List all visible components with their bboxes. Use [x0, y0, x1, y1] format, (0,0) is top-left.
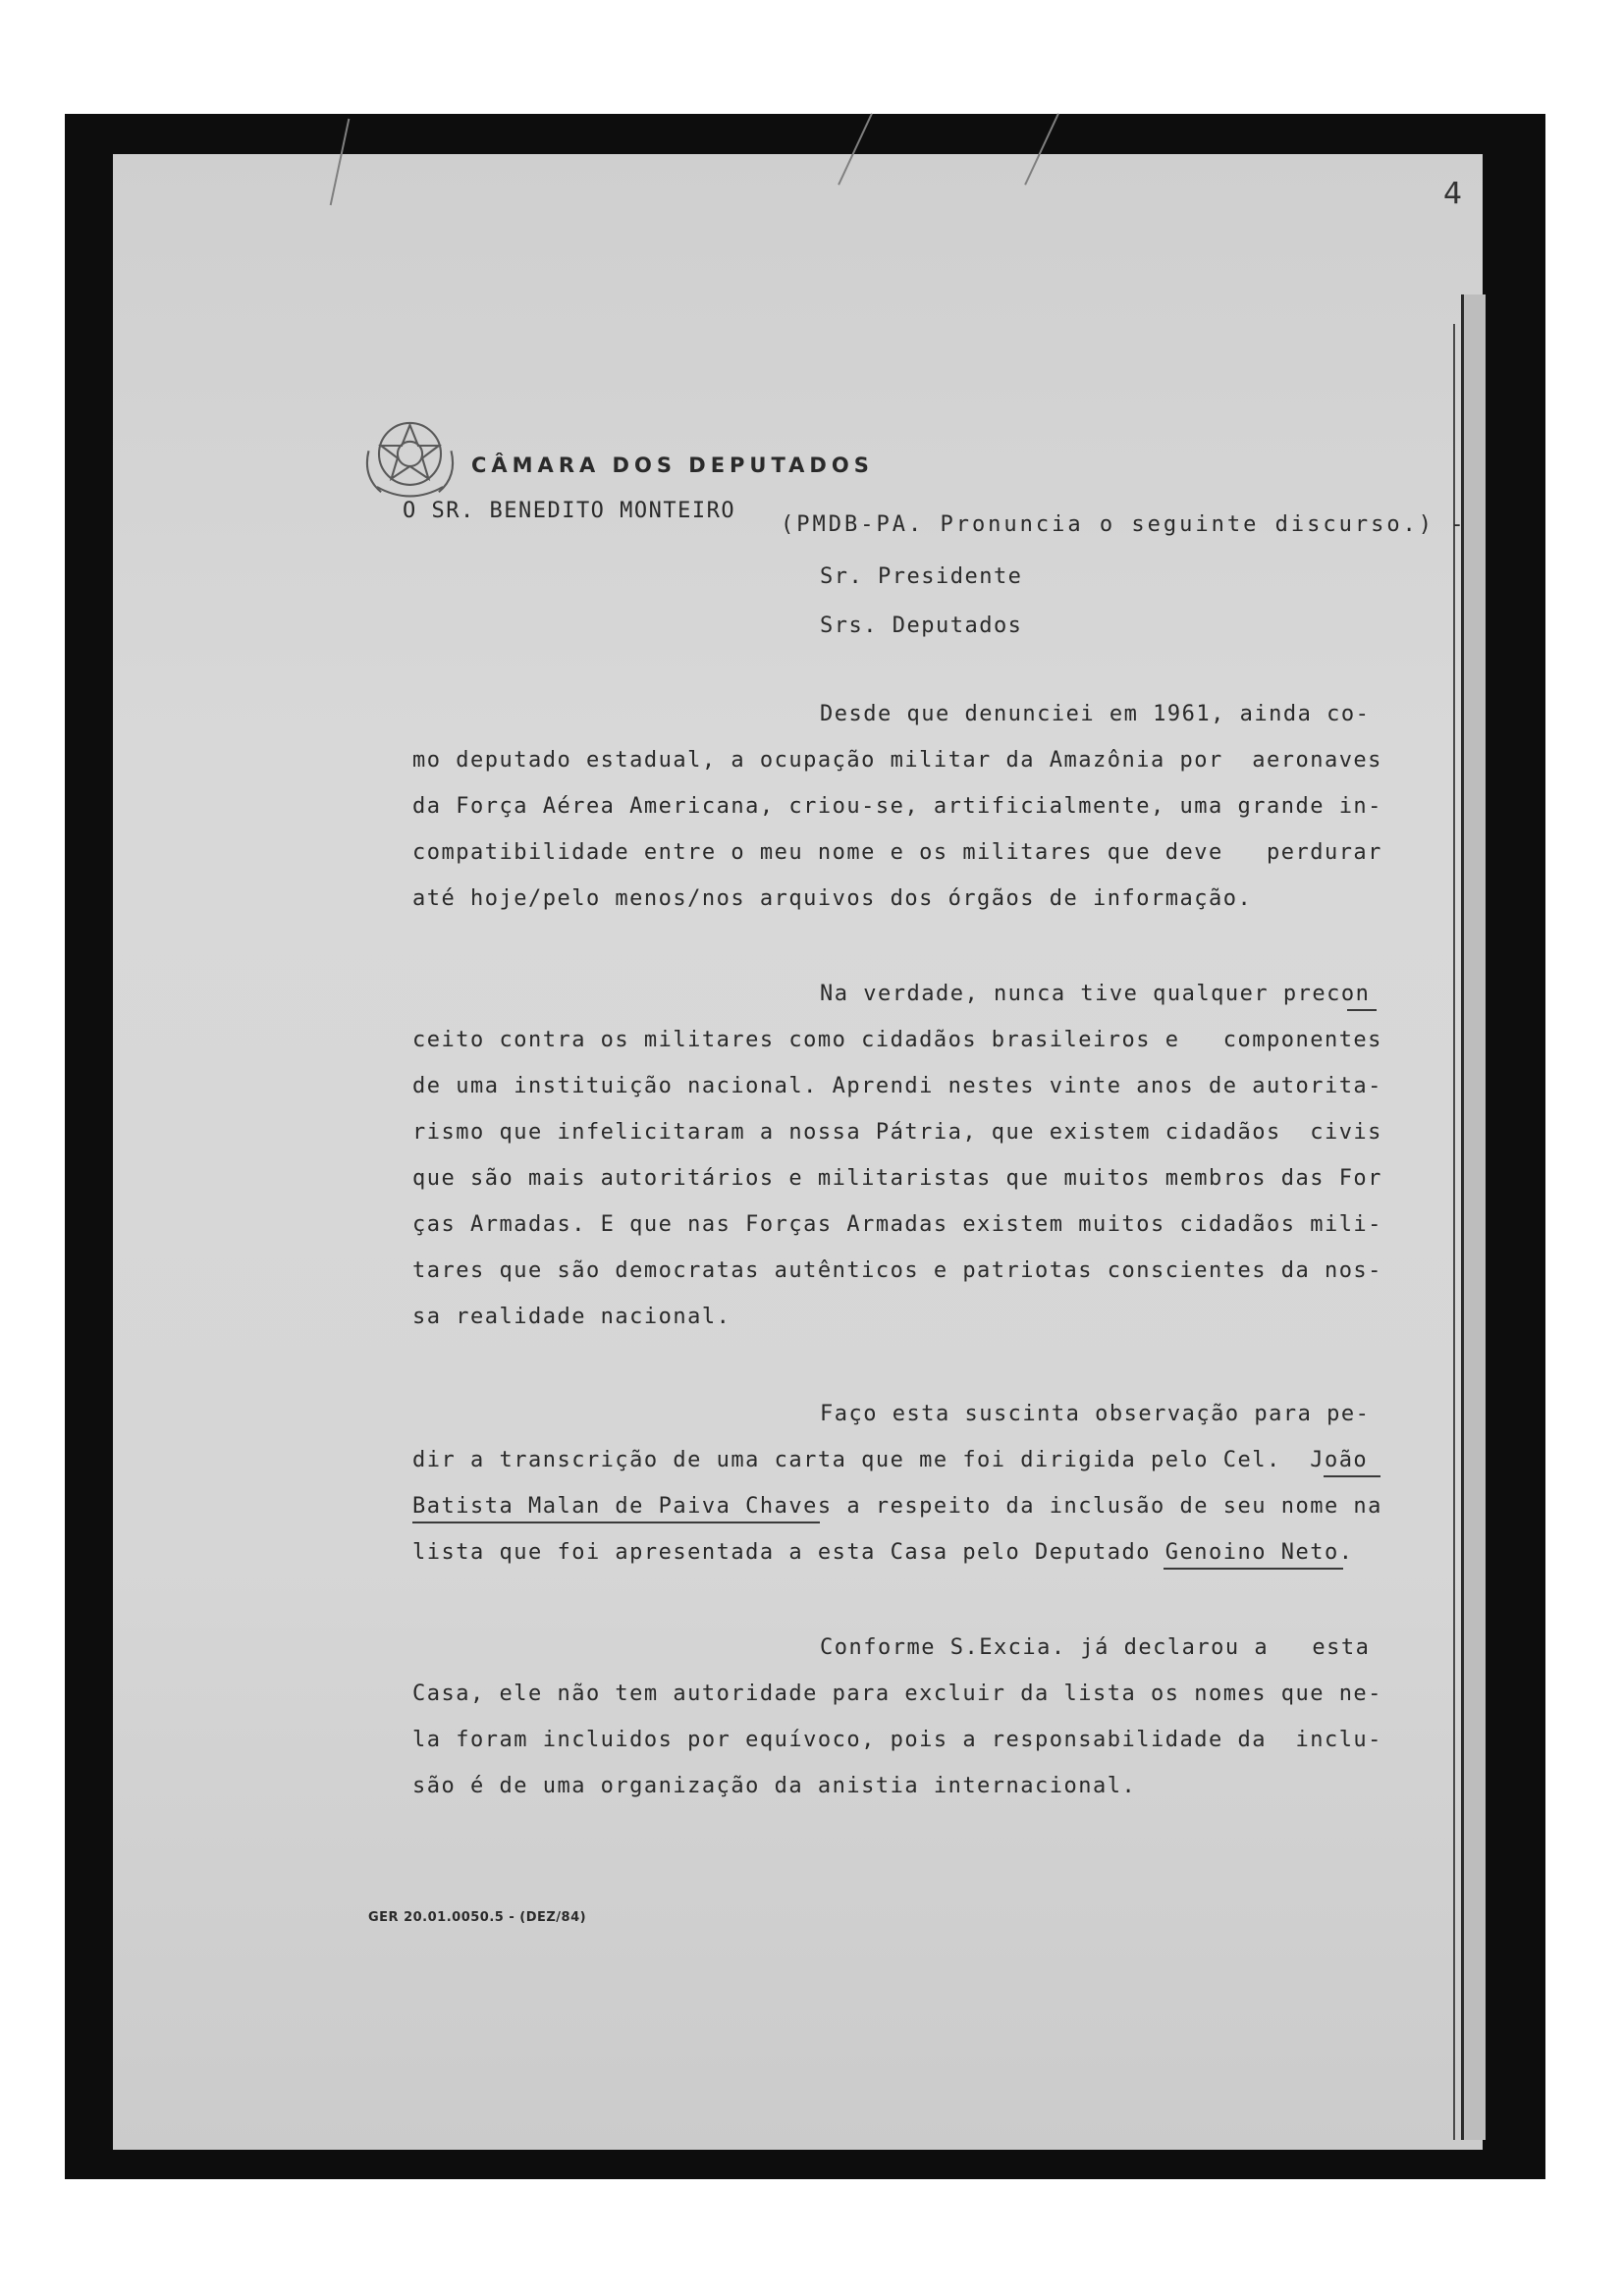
paragraph-4-line-1: Conforme S.Excia. já declarou a esta: [820, 1635, 1371, 1660]
paragraph-3-line-3: Batista Malan de Paiva Chaves a respeito da inclusão de seu nome na: [412, 1494, 1382, 1519]
salutation-deputies: Srs. Deputados: [820, 614, 1023, 638]
underline-precon: [1347, 1009, 1377, 1011]
form-code: GER 20.01.0050.5 - (DEZ/84): [368, 1910, 587, 1925]
paragraph-1-line-2: mo deputado estadual, a ocupação militar da Amazônia por aeronaves: [412, 748, 1382, 773]
paragraph-2-line-8: sa realidade nacional.: [412, 1305, 731, 1329]
paragraph-4-line-2: Casa, ele não tem autoridade para excluir da lista os nomes que ne-: [412, 1682, 1382, 1706]
paragraph-2-line-5: que são mais autoritários e militaristas que muitos membros das For: [412, 1166, 1382, 1191]
underline-batista: [412, 1522, 820, 1523]
salutation-president: Sr. Presidente: [820, 564, 1023, 589]
speaker-line: O SR. BENEDITO MONTEIRO: [403, 499, 736, 523]
underline-joao: [1324, 1475, 1380, 1477]
page-edge: [1461, 294, 1486, 2140]
speaker-note: (PMDB-PA. Pronuncia o seguinte discurso.) -: [781, 512, 1467, 537]
underline-genoino: [1164, 1568, 1343, 1570]
paragraph-2-line-2: ceito contra os militares como cidadãos brasileiros e componentes: [412, 1028, 1382, 1052]
fold-crease: [1453, 324, 1455, 2140]
paragraph-2-line-7: tares que são democratas autênticos e patriotas conscientes da nos-: [412, 1258, 1382, 1283]
paragraph-3-line-4: lista que foi apresentada a esta Casa pelo Deputado Genoino Neto.: [412, 1540, 1354, 1565]
paragraph-4-line-3: la foram incluidos por equívoco, pois a responsabilidade da inclu-: [412, 1728, 1382, 1752]
coat-of-arms-emblem: [358, 404, 461, 507]
paragraph-2-line-4: rismo que infelicitaram a nossa Pátria, que existem cidadãos civis: [412, 1120, 1382, 1145]
paragraph-3-line-2: dir a transcrição de uma carta que me foi dirigida pelo Cel. João: [412, 1448, 1369, 1472]
page-number: 4: [1443, 177, 1463, 211]
paragraph-1-line-4: compatibilidade entre o meu nome e os militares que deve perdurar: [412, 840, 1382, 865]
paragraph-4-line-4: são é de uma organização da anistia internacional.: [412, 1774, 1137, 1798]
paragraph-1-line-5: até hoje/pelo menos/nos arquivos dos órgãos de informação.: [412, 886, 1253, 911]
paragraph-2-line-1: Na verdade, nunca tive qualquer precon: [820, 982, 1371, 1006]
paragraph-2-line-3: de uma instituição nacional. Aprendi nestes vinte anos de autorita-: [412, 1074, 1382, 1098]
paragraph-1-line-1: Desde que denunciei em 1961, ainda co-: [820, 702, 1371, 726]
paragraph-1-line-3: da Força Aérea Americana, criou-se, artificialmente, uma grande in-: [412, 794, 1382, 819]
paragraph-3-line-1: Faço esta suscinta observação para pe-: [820, 1402, 1371, 1426]
institution-header: CÂMARA DOS DEPUTADOS: [471, 454, 874, 477]
paragraph-2-line-6: ças Armadas. E que nas Forças Armadas existem muitos cidadãos mili-: [412, 1212, 1382, 1237]
